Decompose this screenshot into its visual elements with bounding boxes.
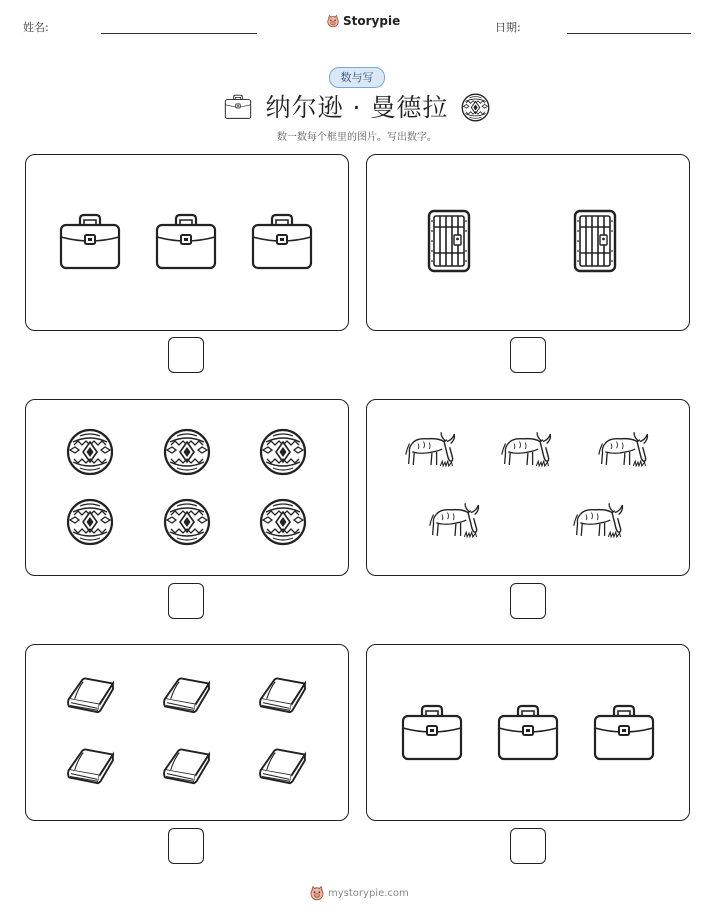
book-icon xyxy=(63,745,117,787)
briefcase-icon xyxy=(58,213,122,271)
patterned-ball-icon xyxy=(259,498,307,546)
footer xyxy=(309,885,409,901)
date-label: 日期: xyxy=(495,21,521,34)
grazing-ox-icon xyxy=(571,501,627,541)
pig-mascot-icon xyxy=(309,885,325,901)
page-title: 纳尔逊 · 曼德拉 xyxy=(265,93,449,122)
book-icon xyxy=(255,745,309,787)
brand-logo xyxy=(326,14,400,28)
worksheet-tag: 数与写 xyxy=(329,67,385,88)
answer-box[interactable] xyxy=(510,583,546,619)
count-panel-briefcases xyxy=(366,644,690,821)
date-field[interactable] xyxy=(567,33,691,34)
count-panel-briefcases xyxy=(25,154,349,331)
prison-door-icon xyxy=(573,209,617,273)
book-icon xyxy=(63,674,117,716)
answer-box[interactable] xyxy=(510,828,546,864)
grazing-ox-icon xyxy=(499,430,555,470)
answer-box[interactable] xyxy=(510,337,546,373)
grazing-ox-icon xyxy=(427,501,483,541)
briefcase-icon xyxy=(400,704,464,762)
brand-name: Storypie xyxy=(343,14,401,28)
patterned-ball-icon xyxy=(66,428,114,476)
briefcase-icon xyxy=(592,704,656,762)
patterned-ball-icon xyxy=(163,498,211,546)
prison-door-icon xyxy=(427,209,471,273)
answer-box[interactable] xyxy=(168,583,204,619)
count-panel-balls xyxy=(25,399,349,576)
grazing-ox-icon xyxy=(596,430,652,470)
briefcase-icon xyxy=(250,213,314,271)
instructions: 数一数每个框里的图片。写出数字。 xyxy=(277,132,437,143)
patterned-ball-icon xyxy=(66,498,114,546)
count-panel-books xyxy=(25,644,349,821)
pig-mascot-icon xyxy=(326,14,340,28)
patterned-ball-icon xyxy=(461,93,490,122)
grazing-ox-icon xyxy=(403,430,459,470)
book-icon xyxy=(159,745,213,787)
patterned-ball-icon xyxy=(163,428,211,476)
answer-box[interactable] xyxy=(168,828,204,864)
briefcase-icon xyxy=(154,213,218,271)
footer-url[interactable]: mystorypie.com xyxy=(328,887,409,899)
briefcase-icon xyxy=(496,704,560,762)
book-icon xyxy=(159,674,213,716)
book-icon xyxy=(255,674,309,716)
answer-box[interactable] xyxy=(168,337,204,373)
count-panel-oxen xyxy=(366,399,690,576)
count-panel-doors xyxy=(366,154,690,331)
patterned-ball-icon xyxy=(259,428,307,476)
name-label: 姓名: xyxy=(23,21,49,34)
name-field[interactable] xyxy=(101,33,257,34)
